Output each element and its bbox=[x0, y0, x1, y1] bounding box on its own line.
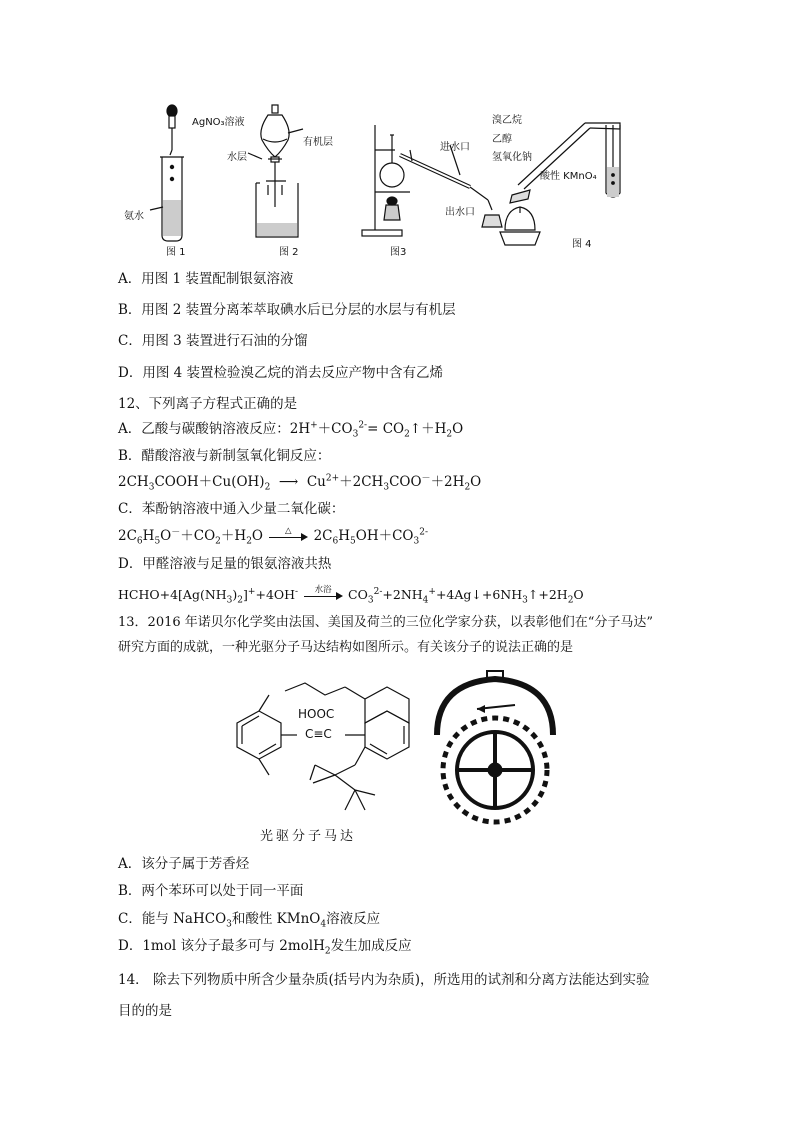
q12-stem: 12、下列离子方程式正确的是 bbox=[118, 396, 298, 412]
fig4-kmno4-label: 酸性 KMnO₄ bbox=[540, 171, 597, 182]
q13-stem-line1: 13．2016 年诺贝尔化学奖由法国、美国及荷兰的三位化学家分获，以表彰他们在“分子马达” bbox=[118, 615, 654, 630]
fig4-reagent-2: 乙醇 bbox=[492, 134, 512, 145]
q11-option-a: A．用图 1 装置配制银氨溶液 bbox=[118, 271, 294, 287]
molecular-motor-figure bbox=[215, 665, 565, 845]
q12-option-b: B．醋酸溶液与新制氢氧化铜反应： bbox=[118, 448, 331, 464]
q11-option-d: D．用图 4 装置检验溴乙烷的消去反应产物中含有乙烯 bbox=[118, 365, 443, 381]
molecule-and-motor-drawing bbox=[215, 665, 565, 845]
fig2-caption: 图 2 bbox=[279, 247, 299, 258]
fig4-reagent-1: 溴乙烷 bbox=[492, 115, 522, 126]
gear-icon bbox=[437, 671, 553, 822]
fig4-caption: 图 4 bbox=[572, 239, 592, 250]
fig4-reagent-3: 氢氧化钠 bbox=[492, 152, 532, 163]
fig1-apparatus bbox=[150, 105, 184, 241]
triple-bond-label: C≡C bbox=[305, 727, 332, 741]
q11-option-c: C．用图 3 装置进行石油的分馏 bbox=[118, 333, 308, 349]
fig1-reagent-label: AgNO₃溶液 bbox=[192, 117, 245, 128]
q12-option-c: C．苯酚钠溶液中通入少量二氧化碳： bbox=[118, 501, 345, 517]
fig4-apparatus bbox=[500, 123, 620, 245]
fig3-outlet-label: 出水口 bbox=[445, 207, 475, 218]
fig3-inlet-label: 进水口 bbox=[440, 142, 470, 153]
q11-option-b: B．用图 2 装置分离苯萃取碘水后已分层的水层与有机层 bbox=[118, 302, 456, 318]
q12-option-d: D．甲醛溶液与足量的银氨溶液共热 bbox=[118, 556, 332, 572]
q13-option-c: C．能与 NaHCO$_3$和酸性 KMnO$_4$溶液反应 bbox=[118, 911, 381, 930]
q13-option-a: A．该分子属于芳香烃 bbox=[118, 856, 250, 872]
q13-option-d: D．1mol 该分子最多可与 2molH$_2$发生加成反应 bbox=[118, 938, 412, 957]
water-bath-arrow: 水浴 bbox=[302, 587, 344, 605]
hooc-label: HOOC bbox=[298, 707, 335, 721]
figure-caption: 光驱分子马达 bbox=[260, 829, 357, 844]
q13-stem-line2: 研究方面的成就，一种光驱分子马达结构如图所示。有关该分子的说法正确的是 bbox=[118, 640, 574, 655]
fig2-apparatus bbox=[248, 105, 303, 237]
fig1-caption: 图 1 bbox=[166, 247, 186, 258]
fig3-apparatus bbox=[362, 125, 502, 236]
fig1-liquid-label: 氨水 bbox=[124, 211, 144, 222]
heat-arrow: △ bbox=[267, 528, 309, 546]
q13-option-b: B．两个苯环可以处于同一平面 bbox=[118, 883, 304, 899]
fig2-lower-label: 水层 bbox=[227, 152, 247, 163]
q14-stem-line1: 14． 除去下列物质中所含少量杂质(括号内为杂质)，所选用的试剂和分离方法能达到实验 bbox=[118, 972, 650, 988]
figure-row bbox=[110, 95, 670, 260]
q12-equation-d: $HCHO+4[Ag(NH_3)_2]^++4OH^-$ 水浴 $CO_3^{2-}+2NH_4^++4Ag↓+6NH_3↑+2H_2O$ bbox=[118, 584, 584, 606]
q12-option-a: A．乙酸与碳酸钠溶液反应：$2H^++CO_3^{2-}=$ $CO_2↑+H_2O$ bbox=[118, 420, 464, 440]
q12-equation-c: $2C_6H_5O^-+CO_2+H_2O$ △ $2C_6H_5OH+CO_3^{2-}$ bbox=[118, 525, 429, 547]
q14-stem-line2: 目的的是 bbox=[118, 1003, 172, 1019]
fig2-upper-label: 有机层 bbox=[303, 137, 333, 148]
fig3-caption: 图3 bbox=[390, 247, 407, 258]
q12-equation-b: $2CH_3COOH+Cu(OH)_2$ ⟶ $Cu^{2+}+2CH_3COO^-+2H_2O$ bbox=[118, 473, 482, 493]
